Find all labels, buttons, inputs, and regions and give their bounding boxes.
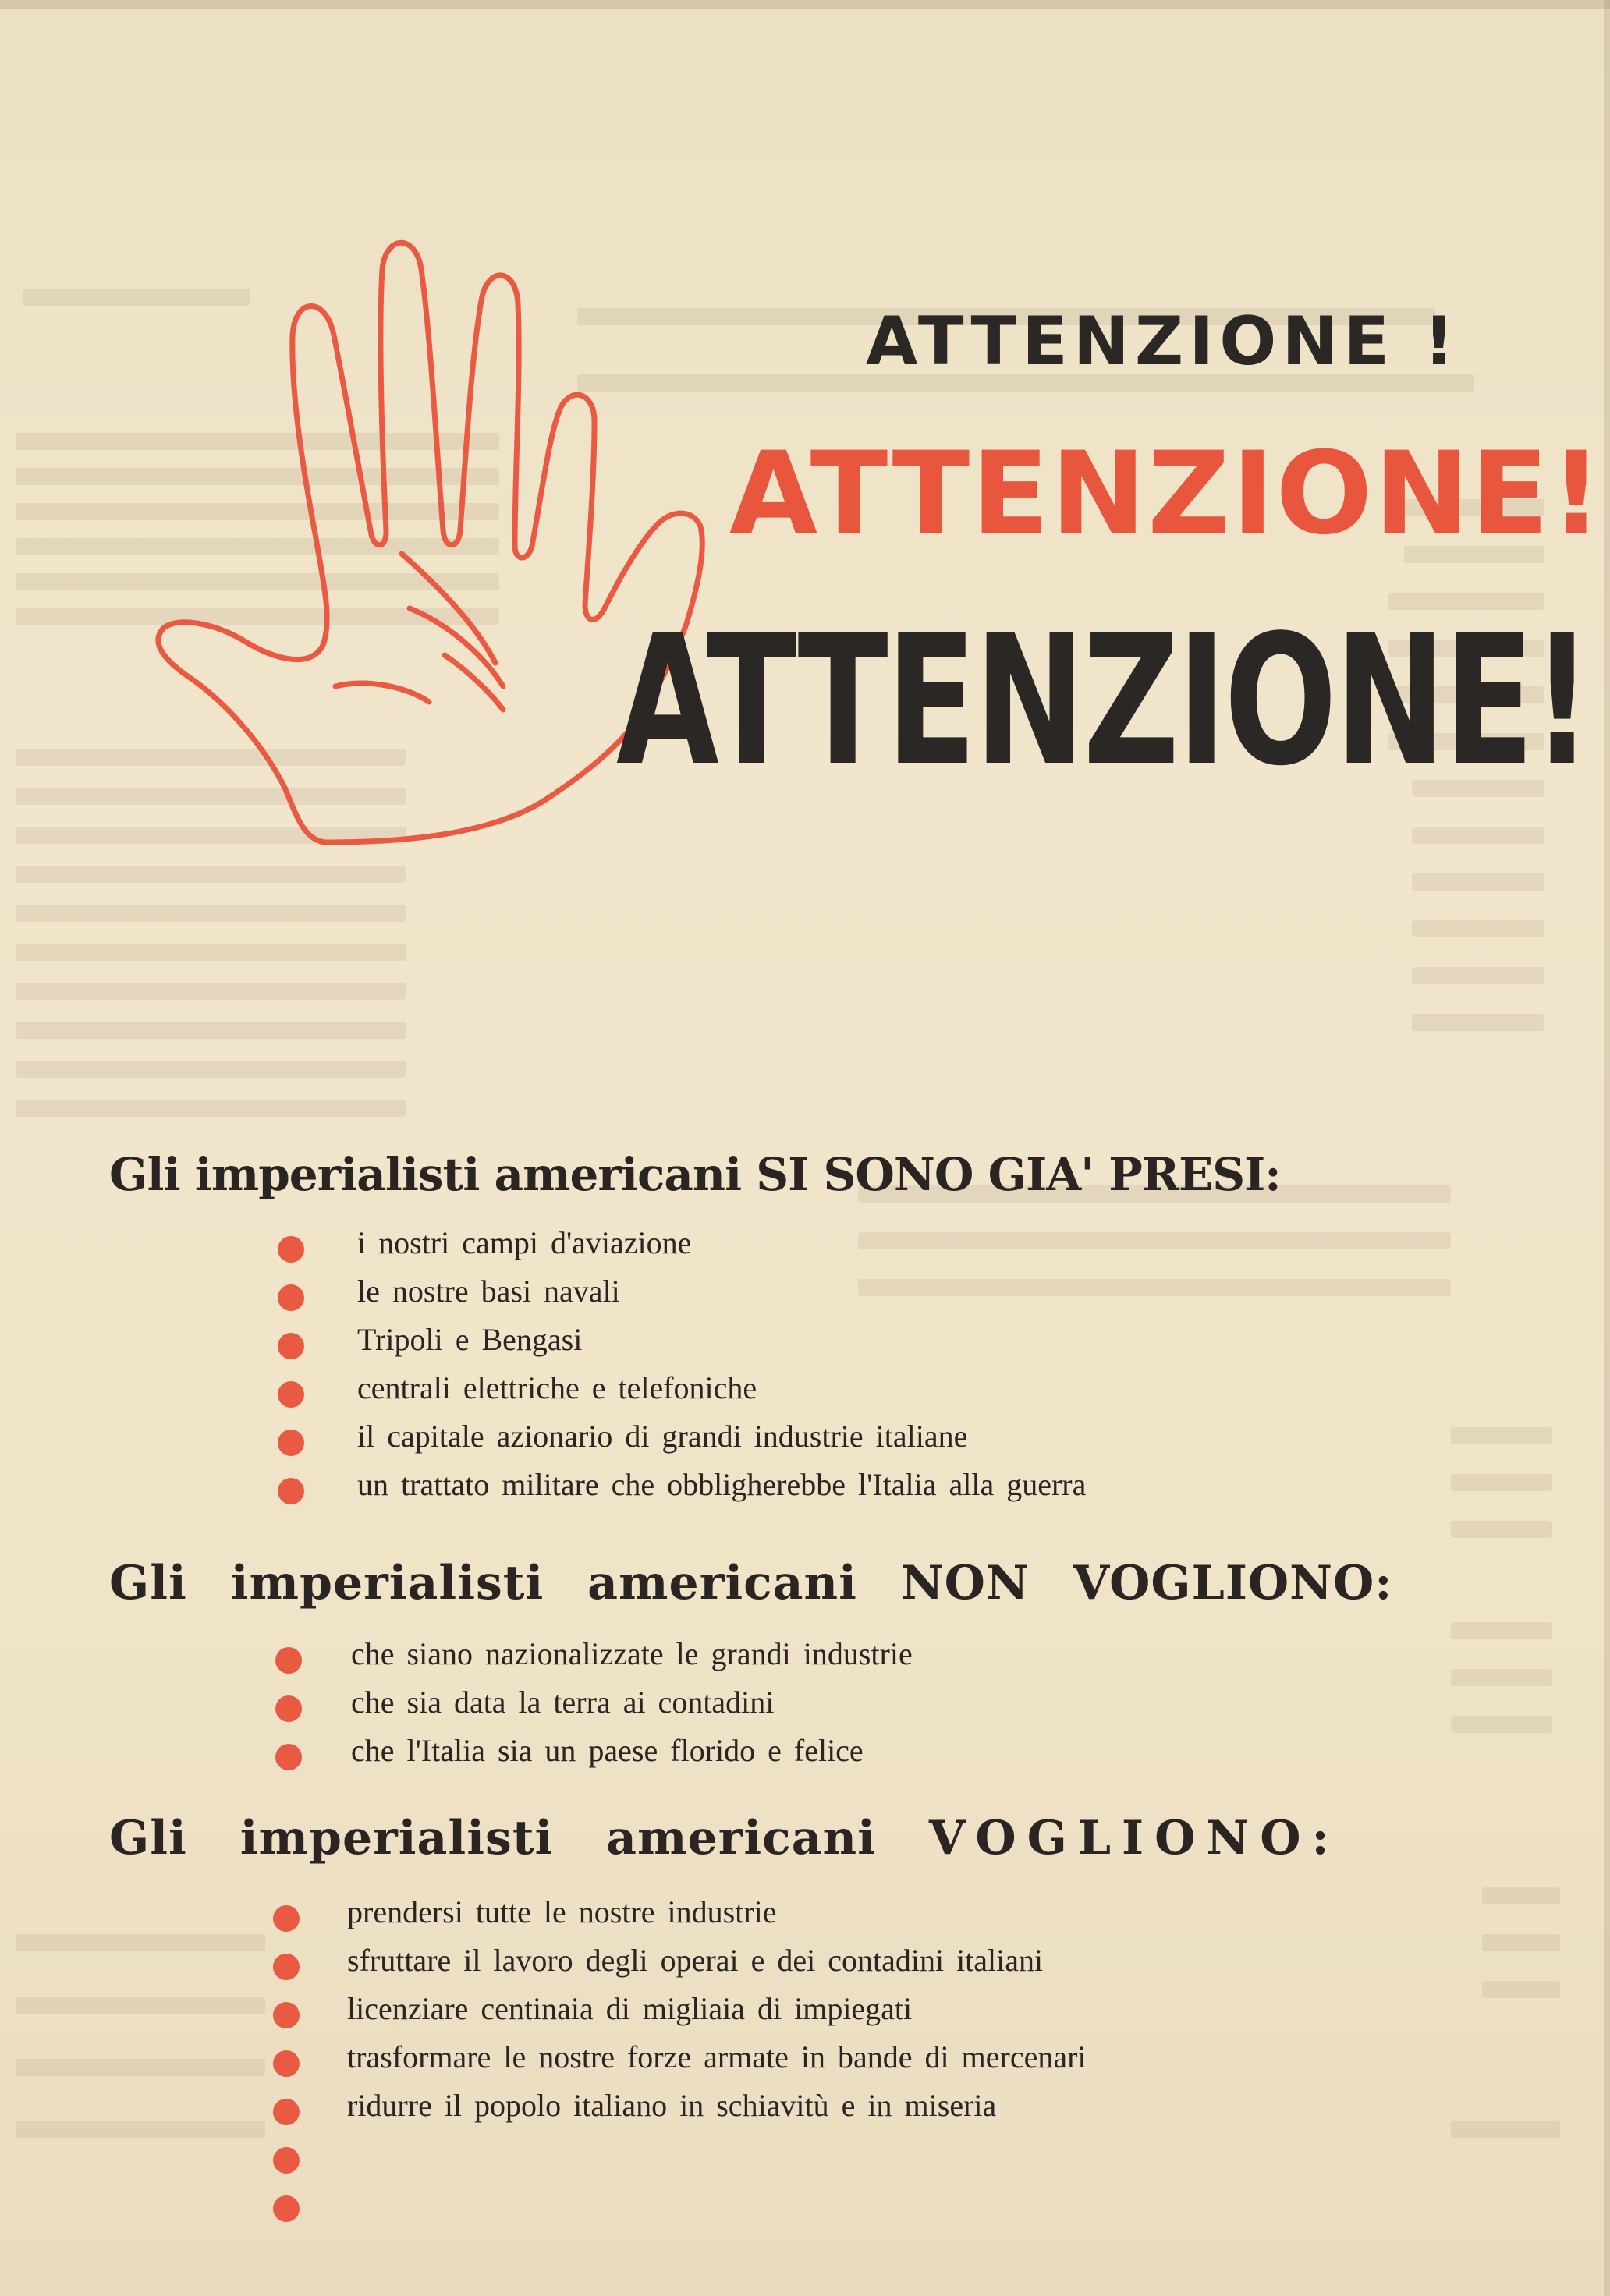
paper-edge-shadow bbox=[1604, 0, 1610, 2296]
list-item: che l'Italia sia un paese florido e felice bbox=[351, 1733, 864, 1768]
bullet-dot-icon bbox=[273, 2002, 300, 2028]
list-item: che sia data la terra ai contadini bbox=[351, 1685, 775, 1720]
list-item: licenziare centinaia di migliaia di impiegati bbox=[347, 1991, 913, 2026]
list-item: i nostri campi d'aviazione bbox=[357, 1225, 692, 1260]
list-item: centrali elettriche e telefoniche bbox=[357, 1370, 757, 1405]
list-item: prendersi tutte le nostre industrie bbox=[347, 1894, 777, 1929]
bullet-dot-icon bbox=[278, 1333, 304, 1359]
bullet-dot-icon bbox=[278, 1430, 304, 1456]
headline-line-2: ATTENZIONE! bbox=[729, 427, 1604, 560]
section-2-list bbox=[351, 1630, 913, 1775]
bullet-dot-icon bbox=[278, 1381, 304, 1408]
bullet-dot-icon bbox=[273, 2099, 300, 2125]
list-item: ridurre il popolo italiano in schiavitù e in miseria bbox=[347, 2088, 997, 2123]
section-3-list bbox=[347, 1888, 1087, 2130]
section-1-list bbox=[357, 1219, 1086, 1509]
section-1-heading: Gli imperialisti americani SI SONO GIA' PRESI: bbox=[109, 1148, 1281, 1201]
bullet-dot-icon bbox=[273, 2050, 300, 2077]
bullet-dot-icon bbox=[273, 2195, 300, 2222]
paper-fold-shadow bbox=[0, 0, 1610, 9]
list-item: le nostre basi navali bbox=[357, 1274, 620, 1309]
list-item: che siano nazionalizzate le grandi industrie bbox=[351, 1636, 913, 1671]
list-item: Tripoli e Bengasi bbox=[357, 1322, 583, 1357]
bullet-dot-icon bbox=[278, 1478, 304, 1504]
section-2-heading: Gli imperialisti americani NON VOGLIONO: bbox=[109, 1556, 1393, 1610]
bullet-dot-icon bbox=[275, 1647, 302, 1674]
bullet-dot-icon bbox=[275, 1695, 302, 1722]
section-3-heading-keyword: VOGLIONO: bbox=[928, 1811, 1340, 1866]
headline-line-3: ATTENZIONE! bbox=[616, 597, 1590, 806]
list-item: il capitale azionario di grandi industrie italiane bbox=[357, 1419, 968, 1454]
headline-line-1: ATTENZIONE ! bbox=[866, 303, 1460, 381]
bullet-dot-icon bbox=[273, 1954, 300, 1980]
section-3-heading bbox=[109, 1811, 1340, 1866]
bullet-dot-icon bbox=[273, 1905, 300, 1932]
list-item: trasformare le nostre forze armate in bande di mercenari bbox=[347, 2039, 1087, 2075]
bullet-dot-icon bbox=[278, 1284, 304, 1311]
bullet-dot-icon bbox=[275, 1744, 302, 1770]
bullet-dot-icon bbox=[278, 1236, 304, 1263]
section-3-heading-prefix: Gli imperialisti americani bbox=[109, 1811, 876, 1866]
bullet-dot-icon bbox=[273, 2147, 300, 2174]
list-item: sfruttare il lavoro degli operai e dei contadini italiani bbox=[347, 1943, 1044, 1978]
list-item: un trattato militare che obbligherebbe l'Italia alla guerra bbox=[357, 1467, 1087, 1502]
